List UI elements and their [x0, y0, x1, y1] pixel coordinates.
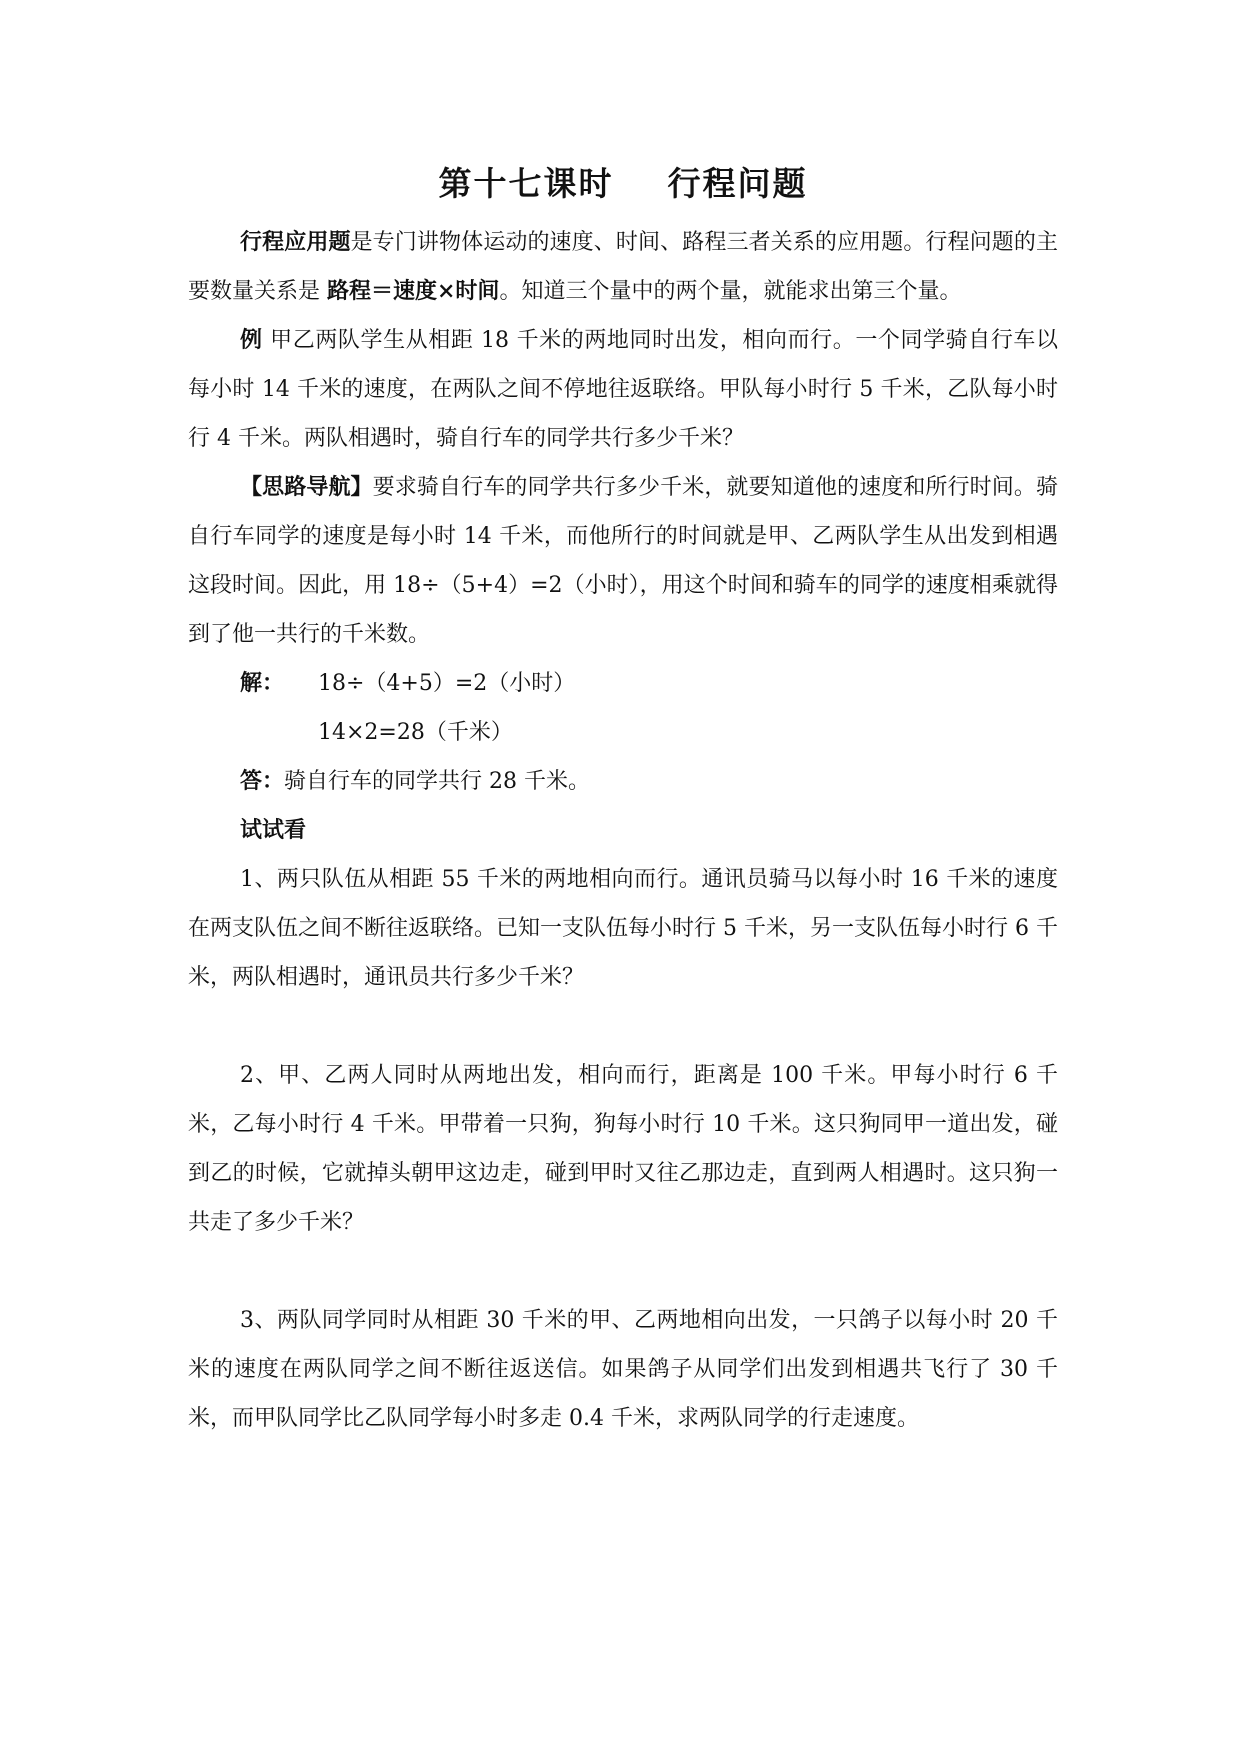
problem-2: 2、甲、乙两人同时从两地出发，相向而行，距离是 100 千米。甲每小时行 6 千米，乙每小时行 4 千米。甲带着一只狗，狗每小时行 10 千米。这只狗同甲一道出发，碰到乙的时候，它就掉头朝甲这边走，碰到甲时又往乙那边走，直到两人相遇时。这只狗一共走了多少千米？ — [188, 1063, 1058, 1235]
hint-label: 【思路导航】 — [240, 474, 373, 500]
document-content — [188, 160, 1058, 1443]
example-label: 例 — [240, 327, 263, 353]
example-text: 甲乙两队学生从相距 18 千米的两地同时出发，相向而行。一个同学骑自行车以每小时 14 千米的速度，在两队之间不停地往返联络。甲队每小时行 5 千米，乙队每小时行 4 千米。两队相遇时，骑自行车的同学共行多少千米？ — [188, 328, 1058, 451]
intro-formula: 路程＝速度×时间 — [327, 278, 500, 304]
intro-text-2: 。知道三个量中的两个量，就能求出第三个量。 — [499, 279, 962, 304]
intro-paragraph — [188, 218, 1058, 316]
problem-3: 3、两队同学同时从相距 30 千米的甲、乙两地相向出发，一只鸽子以每小时 20 千米的速度在两队同学之间不断往返送信。如果鸽子从同学们出发到相遇共飞行了 30 千米，而甲队同学比乙队同学每小时多走 0.4 千米，求两队同学的行走速度。 — [188, 1308, 1058, 1431]
hint-paragraph — [188, 463, 1058, 659]
solution-step-1: 18÷（4+5）=2（小时） — [318, 671, 576, 696]
answer-space-2 — [188, 1247, 1058, 1296]
answer-text: 骑自行车的同学共行 28 千米。 — [284, 769, 590, 794]
solution-line-1 — [188, 659, 1058, 708]
intro-text-1: 是专门讲物体运动的速度、时间、路程三者关系的应用题。行程问题的主要数量关系是 — [188, 230, 1058, 304]
hint-text: 要求骑自行车的同学共行多少千米，就要知道他的速度和所行时间。骑自行车同学的速度是每小时 14 千米，而他所行的时间就是甲、乙两队学生从出发到相遇这段时间。因此，用 18÷（5+4）=2（小时），用这个时间和骑车的同学的速度相乘就得到了他一共行的千米数。 — [188, 475, 1058, 647]
answer-label: 答： — [240, 768, 285, 794]
answer-space-1 — [188, 1002, 1058, 1051]
intro-term: 行程应用题 — [240, 229, 351, 255]
try-heading: 试试看 — [240, 817, 307, 843]
problem-1: 1、两只队伍从相距 55 千米的两地相向而行。通讯员骑马以每小时 16 千米的速度在两支队伍之间不断往返联络。已知一支队伍每小时行 5 千米，另一支队伍每小时行 6 千米，两队相遇时，通讯员共行多少千米？ — [188, 867, 1058, 990]
solution-label: 解： — [240, 670, 285, 696]
example-paragraph — [188, 316, 1058, 463]
solution-step-2: 14×2=28（千米） — [318, 720, 513, 745]
page-title: 第十七课时 行程问题 — [438, 164, 808, 203]
answer-line — [188, 757, 1058, 806]
